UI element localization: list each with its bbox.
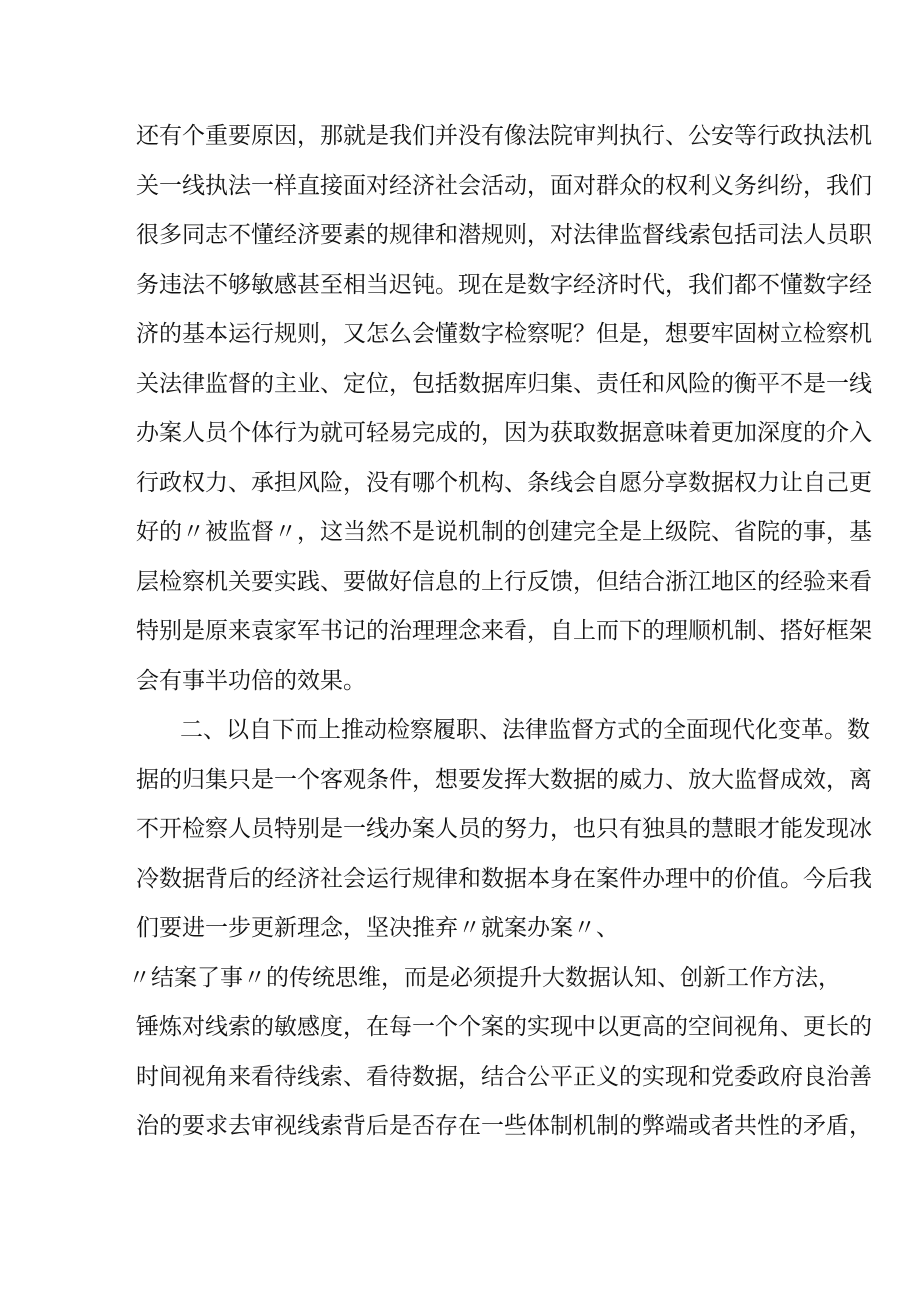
text-line-8: 行政权力、承担风险，没有哪个机构、条线会自愿分享数据权力让自己更 xyxy=(136,470,872,496)
text-line-4: 务违法不够敏感甚至相当迟钝。现在是数字经济时代，我们都不懂数字经 xyxy=(136,272,872,298)
text-line-9: 好的〃被监督〃，这当然不是说机制的创建完全是上级院、省院的事，基 xyxy=(136,519,872,545)
text-line-15: 不开检察人员特别是一线办案人员的努力，也只有独具的慧眼才能发现冰 xyxy=(136,816,872,842)
text-line-6: 关法律监督的主业、定位，包括数据库归集、责任和风险的衡平不是一线 xyxy=(136,371,872,397)
text-line-7: 办案人员个体行为就可轻易完成的，因为获取数据意味着更加深度的介入 xyxy=(136,420,872,446)
text-line-21: 治的要求去审视线索背后是否存在一些体制机制的弊端或者共性的矛盾， xyxy=(136,1113,872,1139)
text-line-20: 时间视角来看待线索、看待数据，结合公平正义的实现和党委政府良治善 xyxy=(136,1064,872,1090)
text-line-11: 特别是原来袁家军书记的治理理念来看，自上而下的理顺机制、搭好框架 xyxy=(136,618,872,644)
text-line-1: 还有个重要原因，那就是我们并没有像法院审判执行、公安等行政执法机 xyxy=(136,123,872,149)
text-line-14: 据的归集只是一个客观条件，想要发挥大数据的威力、放大监督成效，离 xyxy=(136,767,872,793)
text-line-2: 关一线执法一样直接面对经济社会活动，面对群众的权利义务纠纷，我们 xyxy=(136,173,872,199)
text-line-18: 〃结案了事〃的传统思维，而是必须提升大数据认知、创新工作方法， xyxy=(128,965,841,991)
text-line-17: 们要进一步更新理念，坚决推弃〃就案办案〃、 xyxy=(136,915,619,941)
text-line-19: 锤炼对线索的敏感度，在每一个个案的实现中以更高的空间视角、更长的 xyxy=(136,1014,872,1040)
text-line-5: 济的基本运行规则，又怎么会懂数字检察呢？但是，想要牢固树立检察机 xyxy=(136,321,872,347)
text-line-16: 冷数据背后的经济社会运行规律和数据本身在案件办理中的价值。今后我 xyxy=(136,866,872,892)
text-line-10: 层检察机关要实践、要做好信息的上行反馈，但结合浙江地区的经验来看 xyxy=(136,569,872,595)
text-line-12: 会有事半功倍的效果。 xyxy=(136,668,366,694)
text-line-3: 很多同志不懂经济要素的规律和潜规则，对法律监督线索包括司法人员职 xyxy=(136,222,872,248)
text-line-13: 二、以自下而上推动检察履职、法律监督方式的全面现代化变革。数 xyxy=(180,717,870,743)
